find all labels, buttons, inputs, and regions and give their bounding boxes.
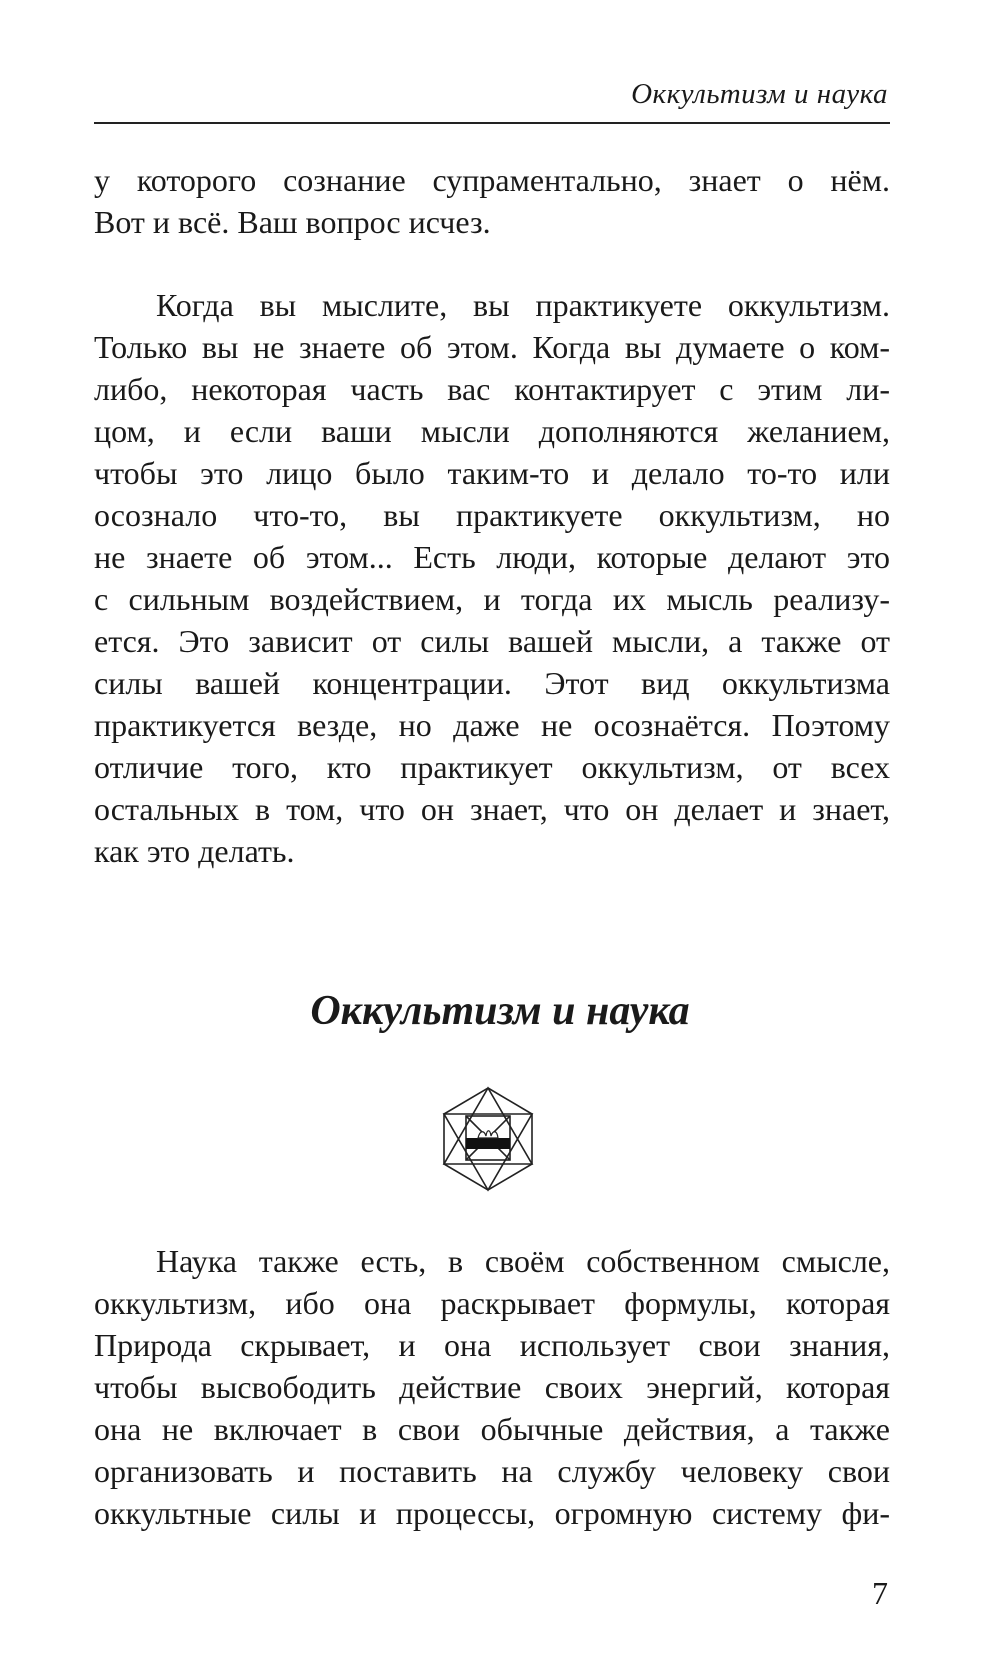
text-line: осознало что-то, вы практикуете оккультизм, но bbox=[94, 497, 890, 533]
text-line: чтобы высвободить действие своих энергий, которая bbox=[94, 1369, 890, 1405]
text-line: оккультизм, ибо она раскрывает формулы, которая bbox=[94, 1285, 890, 1321]
section-title: Оккультизм и наука bbox=[310, 988, 690, 1034]
text-line: Наука также есть, в своём собственном смысле, bbox=[156, 1243, 890, 1279]
text-line: Вот и всё. Ваш вопрос исчез. bbox=[94, 204, 491, 240]
text-line: Когда вы мыслите, вы практикуете оккультизм. bbox=[156, 287, 890, 323]
text-line: чтобы это лицо было таким-то и делало то-то или bbox=[94, 455, 890, 491]
page-number: 7 bbox=[872, 1575, 888, 1611]
text-line: как это делать. bbox=[94, 833, 295, 869]
crystal-emblem-icon bbox=[440, 1086, 536, 1192]
text-line: цом, и если ваши мысли дополняются желанием, bbox=[94, 413, 890, 449]
text-line: остальных в том, что он знает, что он делает и знает, bbox=[94, 791, 890, 827]
text-line: ется. Это зависит от силы вашей мысли, а также от bbox=[94, 623, 890, 659]
text-line: Только вы не знаете об этом. Когда вы думаете о ком- bbox=[94, 329, 890, 365]
text-line: силы вашей концентрации. Этот вид оккультизма bbox=[94, 665, 890, 701]
text-line: Природа скрывает, и она использует свои знания, bbox=[94, 1327, 890, 1363]
text-line: организовать и поставить на службу человеку свои bbox=[94, 1453, 890, 1489]
text-line: практикуется везде, но даже не осознаётся. Поэтому bbox=[94, 707, 890, 743]
text-line: не знаете об этом... Есть люди, которые делают это bbox=[94, 539, 890, 575]
running-head: Оккультизм и наука bbox=[631, 78, 888, 110]
text-line: либо, некоторая часть вас контактирует с этим ли- bbox=[94, 371, 890, 407]
text-line: у которого сознание супраментально, знает о нём. bbox=[94, 162, 890, 198]
text-line: отличие того, кто практикует оккультизм, от всех bbox=[94, 749, 890, 785]
header-rule bbox=[94, 122, 890, 124]
text-line: она не включает в свои обычные действия, а также bbox=[94, 1411, 890, 1447]
text-line: с сильным воздействием, и тогда их мысль реализу- bbox=[94, 581, 890, 617]
text-line: оккультные силы и процессы, огромную систему фи- bbox=[94, 1495, 890, 1531]
